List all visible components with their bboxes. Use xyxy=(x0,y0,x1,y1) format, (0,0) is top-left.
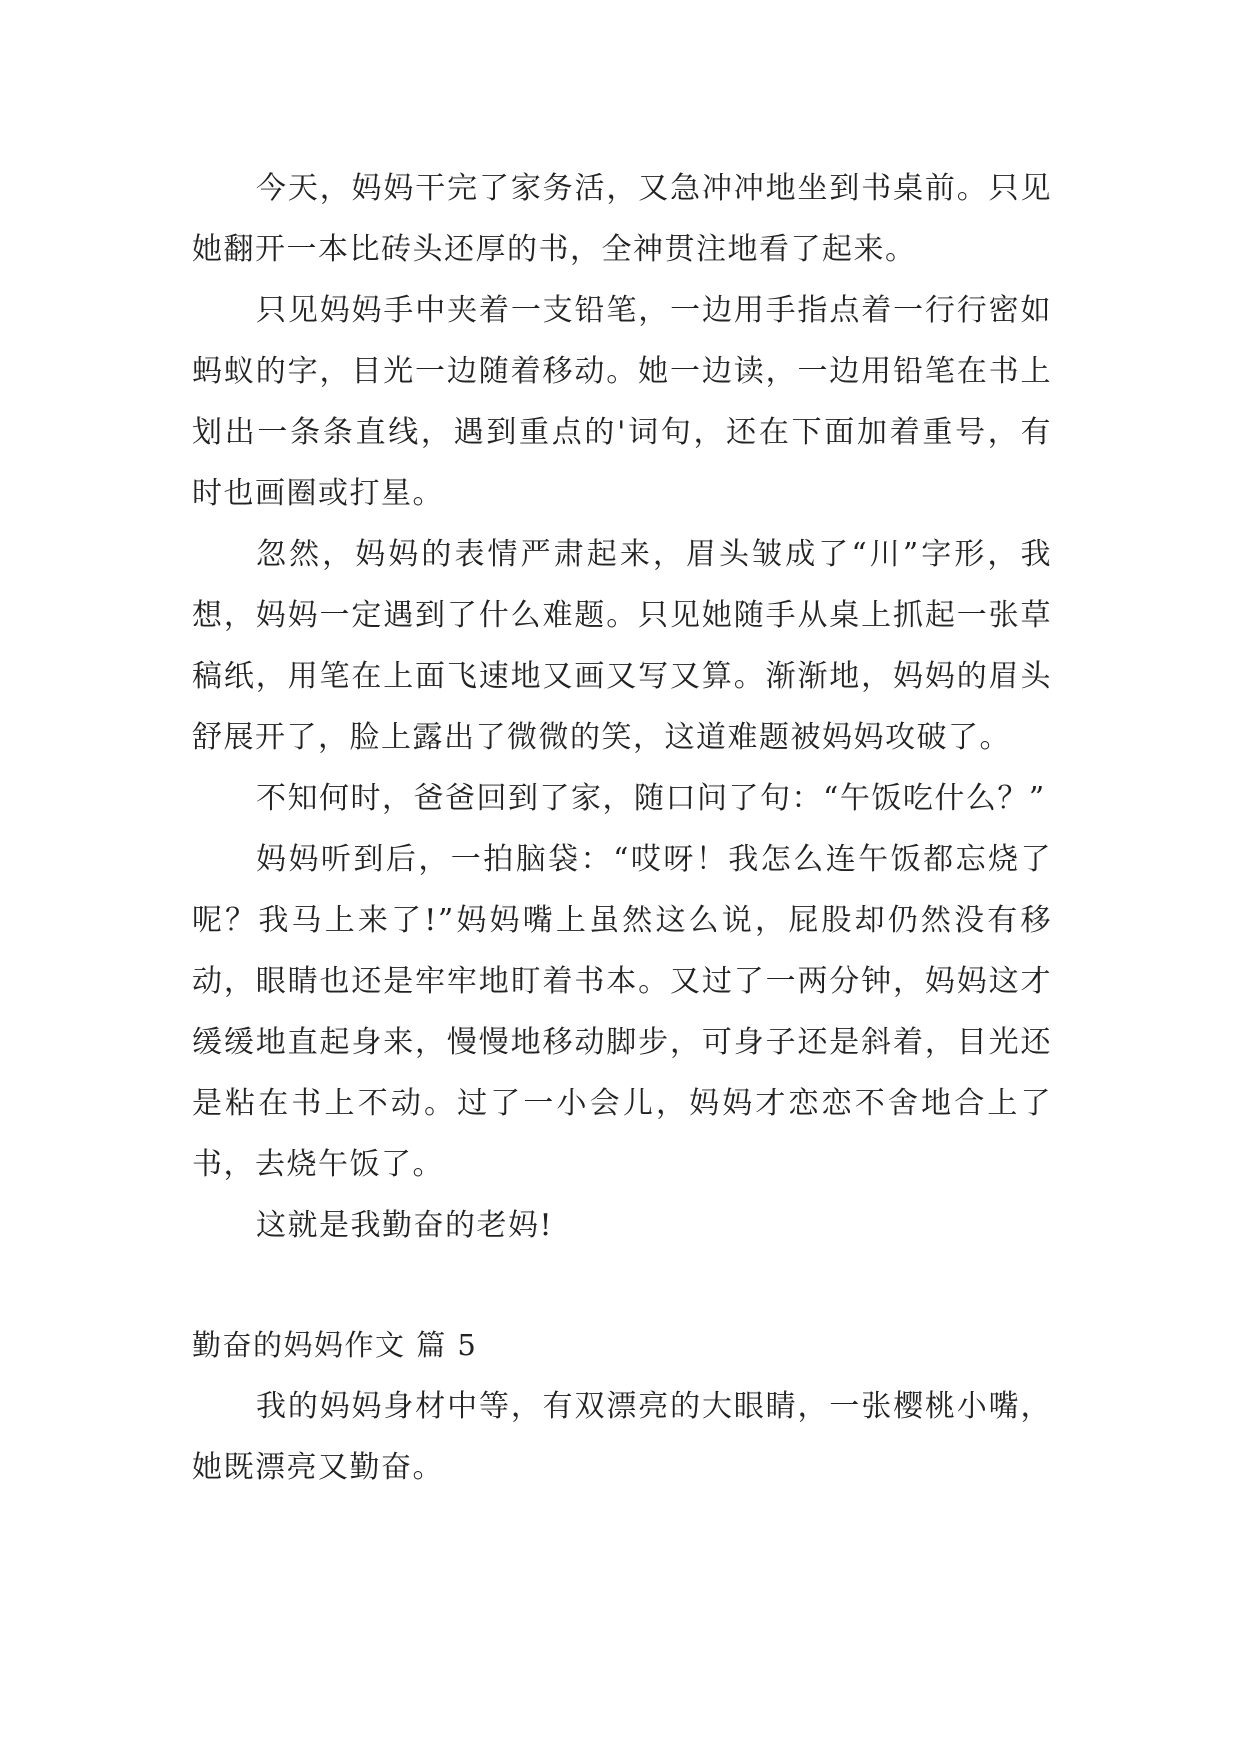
paragraph: 妈妈听到后，一拍脑袋：“哎呀！我怎么连午饭都忘烧了呢？我马上来了!”妈妈嘴上虽然这么说，屁股却仍然没有移动，眼睛也还是牢牢地盯着书本。又过了一两分钟，妈妈这才缓缓地直起身来，慢慢地移动脚步，可身子还是斜着，目光还是粘在书上不动。过了一小会儿，妈妈才恋恋不舍地合上了书，去烧午饭了。 xyxy=(192,842,1052,1182)
paragraph: 不知何时，爸爸回到了家，随口问了句：“午饭吃什么？” xyxy=(256,781,1046,816)
paragraph: 今天，妈妈干完了家务活，又急冲冲地坐到书桌前。只见她翻开一本比砖头还厚的书，全神贯注地看了起来。 xyxy=(192,171,1052,267)
paragraph: 只见妈妈手中夹着一支铅笔，一边用手指点着一行行密如蚂蚁的字，目光一边随着移动。她一边读，一边用铅笔在书上划出一条条直线，遇到重点的'词句，还在下面加着重号，有时也画圈或打星。 xyxy=(192,293,1052,511)
paragraph: 我的妈妈身材中等，有双漂亮的大眼睛，一张樱桃小嘴，她既漂亮又勤奋。 xyxy=(192,1389,1052,1485)
section-heading: 勤奋的妈妈作文 篇 5 xyxy=(192,1328,478,1362)
paragraph: 忽然，妈妈的表情严肃起来，眉头皱成了“川”字形，我想，妈妈一定遇到了什么难题。只见她随手从桌上抓起一张草稿纸，用笔在上面飞速地又画又写又算。渐渐地，妈妈的眉头舒展开了，脸上露出了微微的笑，这道难题被妈妈攻破了。 xyxy=(192,537,1052,755)
document-body xyxy=(192,158,1052,1498)
paragraph: 这就是我勤奋的老妈! xyxy=(256,1208,554,1243)
